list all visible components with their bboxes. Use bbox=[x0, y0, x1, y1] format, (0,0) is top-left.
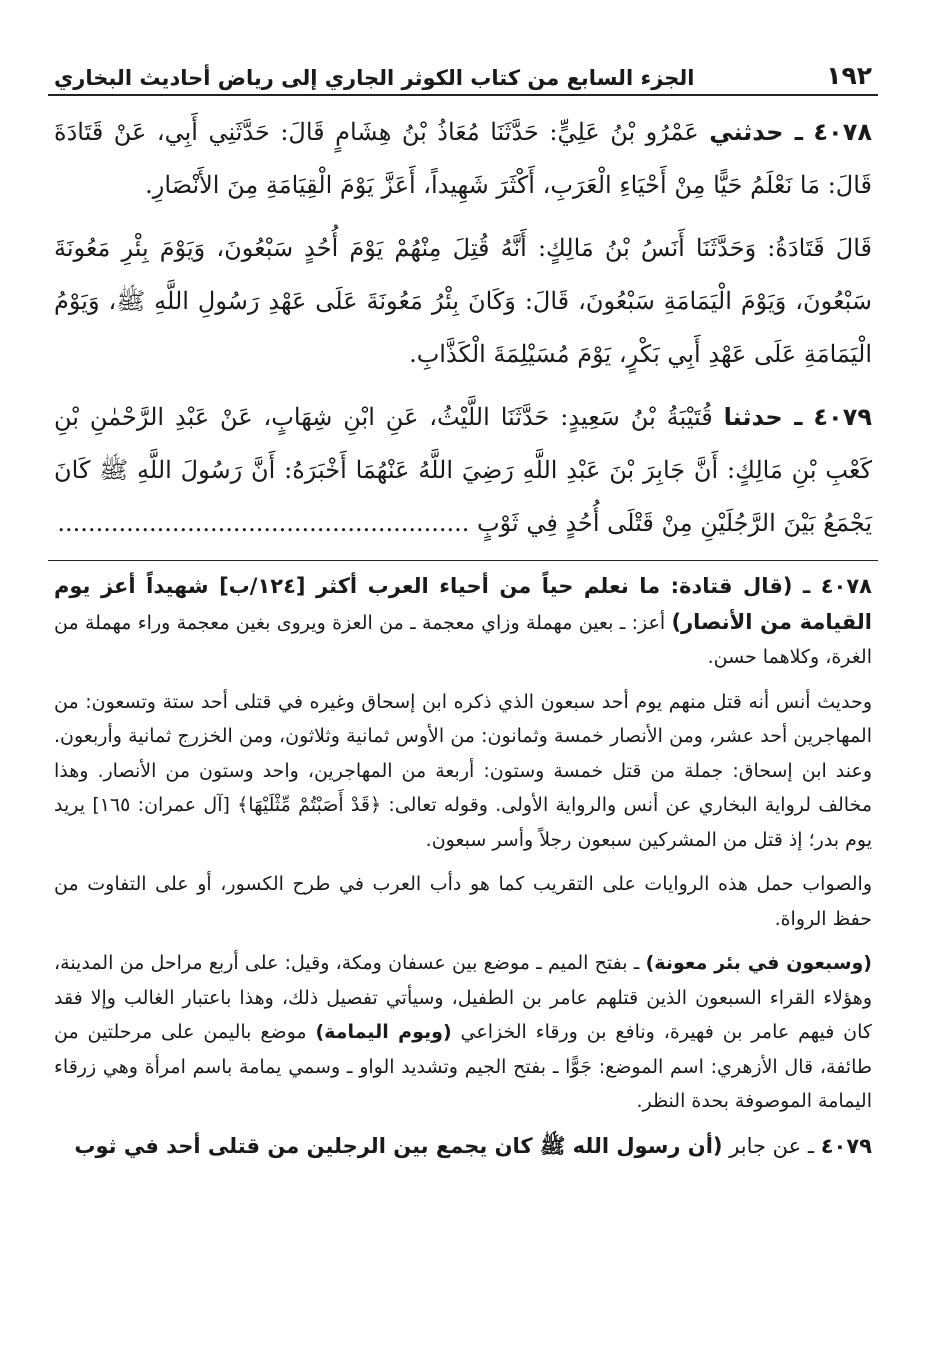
page bbox=[48, 50, 878, 1173]
hadith-text-section bbox=[54, 106, 872, 550]
hadith-4078: ٤٠٧٨ ـ حدثني عَمْرُو بْنُ عَلِيٍّ: حَدَّثَنَا مُعَاذُ بْنُ هِشَامٍ قَالَ: حَدَّثَنِي أَبِي، عَنْ قَتَادَةَ قَالَ: مَا نَعْلَمُ حَيًّا مِنْ أَحْيَاءِ الْعَرَبِ، أَكْثَرَ شَهِيداً، أَعَزَّ يَوْمَ الْقِيَامَةِ مِنَ الأَنْصَارِ. bbox=[54, 118, 872, 199]
commentary-paragraph-4 bbox=[54, 946, 872, 1119]
commentary-paragraph-2: وحديث أنس أنه قتل منهم يوم أحد سبعون الذي ذكره ابن إسحاق وغيره في قتلى أحد ستة وتسعون: من المهاجرين أحد عشر، ومن الأنصار خمسة وثمانون: من الأوس ثمانية وثلاثون، ومن الخزرج ثمانية وأربعون. وعند ابن إسحاق: جملة من قتل خمسة وستون: أربعة من المهاجرين، واحد وستون من الأنصار. وهذا مخالف لرواية البخاري عن أنس والرواية الأولى. وقوله تعالى: ﴿قَدْ أَصَبْتُمْ مِّثْلَيْهَا﴾ [آل عمران: ١٦٥] يريد يوم بدر؛ إذ قتل من المشركين سبعون رجلاً وأسر سبعون. bbox=[54, 690, 872, 851]
commentary-heading: (أن رسول الله ﷺ كان يجمع بين الرجلين من قتلى أحد في ثوب bbox=[74, 1133, 723, 1158]
commentary-body: موضع باليمن على مرحلتين من طائفة، قال الأزهري: اسم الموضع: جَوًّا ـ بفتح الجيم وتشديد الواو ـ وسمي يمامة باسم امرأة وهي زرقاء اليمامة الموصوفة بحدة النظر. bbox=[54, 1021, 872, 1112]
commentary-section bbox=[54, 569, 872, 1163]
continuation-dots: ...................................................... bbox=[57, 509, 470, 537]
commentary-paragraph-5 bbox=[54, 1129, 872, 1164]
commentary-heading: ٤٠٧٨ ـ (قال قتادة: ما نعلم حياً من أحياء العرب أكثر [١٢٤/ب] شهيداً أعز يوم القيامة من الأنصار) bbox=[54, 574, 872, 634]
commentary-paragraph-3: والصواب حمل هذه الروايات على التقريب كما هو دأب العرب في طرح الكسور، أو على التفاوت من حفظ الرواة. bbox=[54, 873, 872, 930]
commentary-prefix: ـ عن جابر bbox=[729, 1133, 815, 1158]
hadith-body: قُتَيْبَةُ بْنُ سَعِيدٍ: حَدَّثَنَا اللَّيْثُ، عَنِ ابْنِ شِهَابٍ، عَنْ عَبْدِ الرَّحْمٰنِ بْنِ كَعْبِ بْنِ مَالِكٍ: أَنَّ جَابِرَ بْنَ عَبْدِ اللَّهِ رَضِيَ اللَّهُ عَنْهُمَا أَخْبَرَهُ: أَنَّ رَسُولَ اللَّهِ ﷺ كَانَ يَجْمَعُ بَيْنَ الرَّجُلَيْنِ مِنْ قَتْلَى أُحُدٍ فِي ثَوْبٍ bbox=[54, 403, 872, 537]
commentary-number: ٤٠٧٩ bbox=[820, 1133, 872, 1158]
hadith-body: عَمْرُو بْنُ عَلِيٍّ: حَدَّثَنَا مُعَاذُ بْنُ هِشَامٍ قَالَ: حَدَّثَنِي أَبِي، عَنْ قَتَادَةَ قَالَ: مَا نَعْلَمُ حَيًّا مِنْ أَحْيَاءِ الْعَرَبِ، أَكْثَرَ شَهِيداً، أَعَزَّ يَوْمَ الْقِيَامَةِ مِنَ الأَنْصَارِ. bbox=[54, 118, 872, 199]
header-rule bbox=[48, 94, 878, 96]
hadith-number: ٤٠٧٨ bbox=[813, 118, 872, 146]
hadith-4079: ٤٠٧٩ ـ حدثنا قُتَيْبَةُ بْنُ سَعِيدٍ: حَدَّثَنَا اللَّيْثُ، عَنِ ابْنِ شِهَابٍ، عَنْ عَبْدِ الرَّحْمٰنِ بْنِ كَعْبِ بْنِ مَالِكٍ: أَنَّ جَابِرَ بْنَ عَبْدِ اللَّهِ رَضِيَ اللَّهُ عَنْهُمَا أَخْبَرَهُ: أَنَّ رَسُولَ اللَّهِ ﷺ كَانَ يَجْمَعُ بَيْنَ الرَّجُلَيْنِ مِنْ قَتْلَى أُحُدٍ فِي ثَوْبٍ ...................................................... bbox=[54, 403, 872, 537]
hadith-keyword: حدثني bbox=[709, 118, 784, 146]
page-header bbox=[48, 50, 878, 94]
commentary-body: ـ بفتح الميم ـ موضع بين عسفان ومكة، وقيل: على أربع مراحل من المدينة، وهؤلاء القراء السبعون الذين قتلهم عامر بن الطفيل، وسيأتي تفصيل ذلك، وهذا باعتبار الغالب وإلا فقد كان فيهم عامر بن فهيرة، ونافع بن ورقاء الخزاعي bbox=[54, 952, 872, 1043]
hadith-number: ٤٠٧٩ bbox=[813, 403, 872, 431]
commentary-body: أعز: ـ بعين مهملة وزاي معجمة ـ من العزة ويروى بغين معجمة وراء مهملة من الغرة، وكلاهما حسن. bbox=[54, 611, 872, 668]
commentary-heading: (ويوم اليمامة) bbox=[315, 1021, 452, 1043]
commentary-paragraph-1 bbox=[54, 569, 872, 675]
page-number: ١٩٢ bbox=[826, 61, 872, 90]
commentary-heading: (وسبعون في بئر معونة) bbox=[645, 952, 872, 974]
commentary-rule bbox=[48, 560, 878, 561]
running-title: الجزء السابع من كتاب الكوثر الجاري إلى رياض أحاديث البخاري bbox=[54, 66, 695, 90]
hadith-keyword: حدثنا bbox=[723, 403, 783, 431]
qatada-narration: قَالَ قَتَادَةُ: وَحَدَّثَنَا أَنَسُ بْنُ مَالِكٍ: أَنَّهُ قُتِلَ مِنْهُمْ يَوْمَ أُحُدٍ سَبْعُونَ، وَيَوْمَ بِئْرِ مَعُونَةَ سَبْعُونَ، وَيَوْمَ الْيَمَامَةِ سَبْعُونَ، قَالَ: وَكَانَ بِئْرُ مَعُونَةَ عَلَى عَهْدِ رَسُولِ اللَّهِ ﷺ، وَيَوْمُ الْيَمَامَةِ عَلَى عَهْدِ أَبِي بَكْرٍ، يَوْمَ مُسَيْلِمَةَ الْكَذَّابِ. bbox=[54, 234, 872, 368]
